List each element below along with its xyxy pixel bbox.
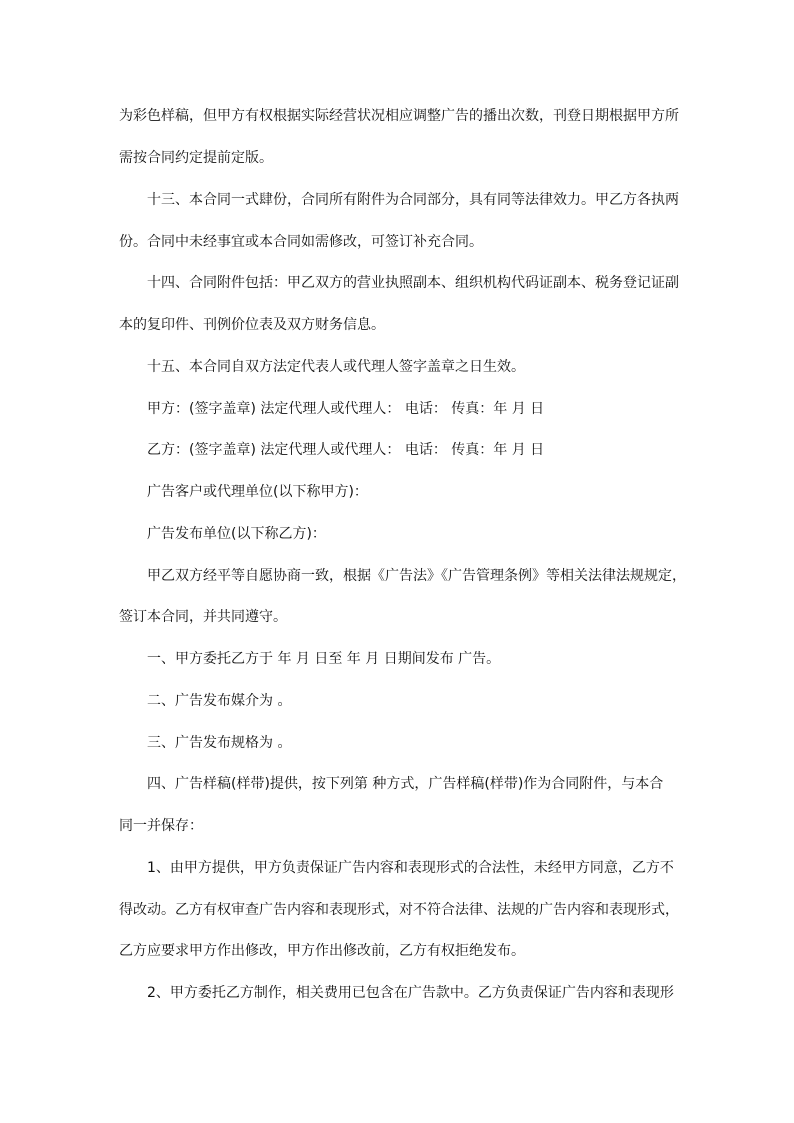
text-line: 广告客户或代理单位(以下称甲方)：	[147, 484, 368, 500]
text-line: 甲方：(签字盖章) 法定代理人或代理人： 电话： 传真：年 月 日	[147, 401, 545, 417]
text-line: 三、广告发布规格为 。	[147, 735, 292, 751]
text-line: 乙方：(签字盖章) 法定代理人或代理人： 电话： 传真：年 月 日	[147, 442, 545, 458]
text-line: 份。合同中未经事宜或本合同如需修改，可签订补充合同。	[119, 234, 483, 250]
text-line: 甲乙双方经平等自愿协商一致，根据《广告法》《广告管理条例》等相关法律法规规定，	[147, 568, 686, 584]
text-line: 1、由甲方提供，甲方负责保证广告内容和表现形式的合法性，未经甲方同意，乙方不	[147, 860, 674, 876]
text-line: 一、甲方委托乙方于 年 月 日至 年 月 日期间发布 广告。	[147, 651, 501, 667]
text-line: 十五、本合同自双方法定代表人或代理人签字盖章之日生效。	[147, 359, 525, 375]
text-line: 需按合同约定提前定版。	[119, 150, 273, 166]
text-line: 为彩色样稿，但甲方有权根据实际经营状况相应调整广告的播出次数，刊登日期根据甲方所	[119, 108, 679, 124]
text-line: 二、广告发布媒介为 。	[147, 693, 292, 709]
text-line: 同一并保存：	[119, 818, 203, 834]
text-line: 乙方应要求甲方作出修改，甲方作出修改前，乙方有权拒绝发布。	[119, 943, 525, 959]
text-line: 签订本合同，并共同遵守。	[119, 609, 287, 625]
text-line: 四、广告样稿(样带)提供，按下列第 种方式，广告样稿(样带)作为合同附件，与本合	[147, 776, 664, 792]
text-line: 2、甲方委托乙方制作，相关费用已包含在广告款中。乙方负责保证广告内容和表现形	[147, 985, 674, 1001]
text-line: 广告发布单位(以下称乙方)：	[147, 526, 326, 542]
text-line: 十四、合同附件包括：甲乙双方的营业执照副本、组织机构代码证副本、税务登记证副	[147, 275, 679, 291]
text-line: 得改动。乙方有权审查广告内容和表现形式，对不符合法律、法规的广告内容和表现形式，	[119, 902, 679, 918]
text-line: 本的复印件、刊例价位表及双方财务信息。	[119, 317, 385, 333]
text-line: 十三、本合同一式肆份，合同所有附件为合同部分，具有同等法律效力。甲乙方各执两	[147, 192, 679, 208]
